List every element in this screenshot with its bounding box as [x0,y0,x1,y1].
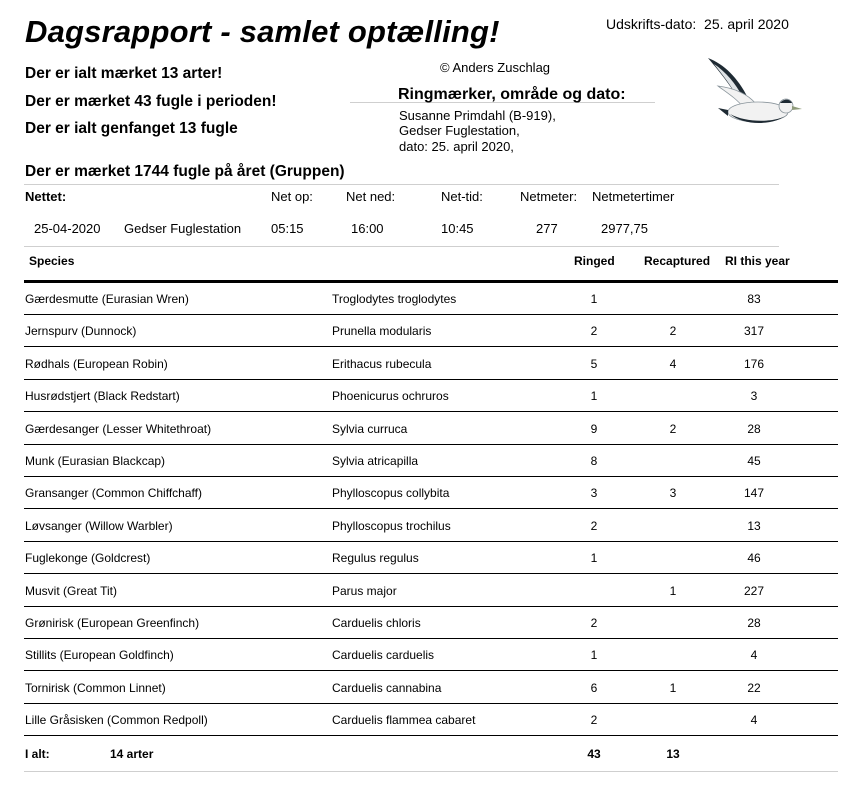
species-ri: 317 [743,324,765,339]
table-row [0,672,862,704]
bird-tail [718,108,728,116]
net-station: Gedser Fuglestation [124,221,242,236]
species-latin: Sylvia curruca [332,421,408,436]
species-recaptured: 2 [669,324,677,339]
species-ri: 176 [743,356,765,371]
species-ringed: 5 [590,356,598,371]
species-ri: 46 [747,551,761,566]
col-header-recaptured: Recaptured [644,254,711,268]
species-ri: 28 [747,616,761,630]
table-row [0,510,862,542]
species-latin: Carduelis chloris [332,616,421,630]
bird-icon [700,52,804,134]
species-ri: 4 [750,713,758,728]
species-name: Jernspurv (Dunnock) [25,324,137,339]
print-date-value: 25. april 2020 [704,16,789,32]
net-date: 25-04-2020 [34,221,101,236]
species-latin: Erithacus rubecula [332,356,432,371]
species-latin: Carduelis flammea cabaret [332,713,476,728]
species-latin: Carduelis carduelis [332,648,435,663]
bird-bill [792,106,802,110]
species-latin: Prunella modularis [332,324,432,339]
net-down-header: Net ned: [346,189,396,204]
species-ringed: 1 [590,292,598,306]
species-name: Løvsanger (Willow Warbler) [25,518,173,533]
species-recaptured: 2 [669,421,677,436]
species-name: Tornirisk (Common Linnet) [25,680,166,695]
species-ringed: 2 [590,616,598,630]
net-time: 10:45 [441,221,474,236]
species-latin: Troglodytes troglodytes [332,292,457,306]
table-row [0,315,862,347]
species-name: Munk (Eurasian Blackcap) [25,454,166,468]
print-date-label: Udskrifts-dato: [606,16,697,32]
total-species-count: 14 arter [110,747,154,761]
species-latin: Phoenicurus ochruros [332,389,449,404]
species-latin: Regulus regulus [332,551,419,566]
species-ri: 227 [743,583,765,598]
table-row [0,575,862,607]
net-down: 16:00 [351,221,384,236]
summary-recaptured: Der er ialt genfanget 13 fugle [25,120,238,137]
species-ringed: 2 [590,713,598,728]
species-ri: 45 [747,454,761,468]
species-ri: 83 [747,292,761,306]
species-ringed: 2 [590,324,598,339]
table-row [0,445,862,477]
table-row [0,348,862,380]
species-ringed: 9 [590,421,598,436]
species-name: Gærdesanger (Lesser Whitethroat) [25,421,212,436]
species-ringed: 8 [590,454,598,468]
net-meters: 277 [536,221,558,236]
species-latin: Sylvia atricapilla [332,454,419,468]
species-ri: 4 [750,648,758,663]
species-recaptured: 4 [669,356,677,371]
ringer-name: Susanne Primdahl (B-919), [399,108,556,123]
net-meters-header: Netmeter: [520,189,578,204]
col-header-species: Species [29,254,75,268]
table-row [0,477,862,509]
species-name: Lille Gråsisken (Common Redpoll) [25,713,208,728]
col-header-ringed: Ringed [574,254,615,268]
species-ri: 28 [747,421,761,436]
report-title: Dagsrapport - samlet optælling! [25,14,500,49]
table-row [0,380,862,412]
summary-birds-ringed: Der er mærket 43 fugle i perioden! [25,93,277,110]
total-ringed: 43 [587,747,601,761]
copyright: © Anders Zuschlag [440,60,551,75]
species-name: Gransanger (Common Chiffchaff) [25,486,202,501]
net-time-header: Net-tid: [441,189,483,204]
table-row [0,607,862,639]
table-row [0,413,862,445]
net-bottom-rule [24,246,779,247]
species-recaptured: 1 [669,680,677,695]
species-latin: Phylloscopus trochilus [332,518,451,533]
summary-species-count: Der er ialt mærket 13 arter! [25,65,223,82]
species-recaptured: 3 [669,486,677,501]
table-row [0,283,862,315]
ringer-title: Ringmærker, område og dato: [398,86,626,103]
summary-year-total: Der er mærket 1744 fugle på året (Gruppen) [25,163,345,180]
total-label: I alt: [25,747,50,761]
species-recaptured: 1 [669,583,677,598]
species-name: Gærdesmutte (Eurasian Wren) [25,292,189,306]
net-meterhours-header: Netmetertimer [592,189,675,204]
species-name: Musvit (Great Tit) [25,583,118,598]
col-header-ri: RI this year [725,254,790,268]
species-ringed: 1 [590,648,598,663]
total-bottom-rule [24,771,838,772]
species-name: Fuglekonge (Goldcrest) [25,551,151,566]
species-latin: Parus major [332,583,397,598]
species-latin: Carduelis cannabina [332,680,442,695]
species-ringed: 1 [590,551,598,566]
total-recaptured: 13 [666,747,680,761]
net-label: Nettet: [25,189,67,204]
species-ri: 3 [750,389,758,404]
species-ringed: 2 [590,518,598,533]
species-ringed: 6 [590,680,598,695]
species-ri: 22 [747,680,761,695]
net-meterhours: 2977,75 [601,221,648,236]
species-latin: Phylloscopus collybita [332,486,450,501]
species-ri: 13 [747,518,761,533]
print-date [606,16,789,32]
net-top-rule [24,184,779,185]
species-name: Husrødstjert (Black Redstart) [25,389,180,404]
species-ringed: 1 [590,389,598,404]
table-row [0,542,862,574]
species-name: Stillits (European Goldfinch) [25,648,174,663]
row-divider [24,735,838,736]
ringer-date: dato: 25. april 2020, [399,139,514,154]
table-row [0,704,862,736]
species-ringed: 3 [590,486,598,501]
table-row [0,639,862,671]
ringer-place: Gedser Fuglestation, [399,123,520,138]
net-up: 05:15 [271,221,304,236]
species-name: Rødhals (European Robin) [25,356,168,371]
species-ri: 147 [743,486,765,501]
net-up-header: Net op: [271,189,313,204]
species-name: Grønirisk (European Greenfinch) [25,616,200,630]
